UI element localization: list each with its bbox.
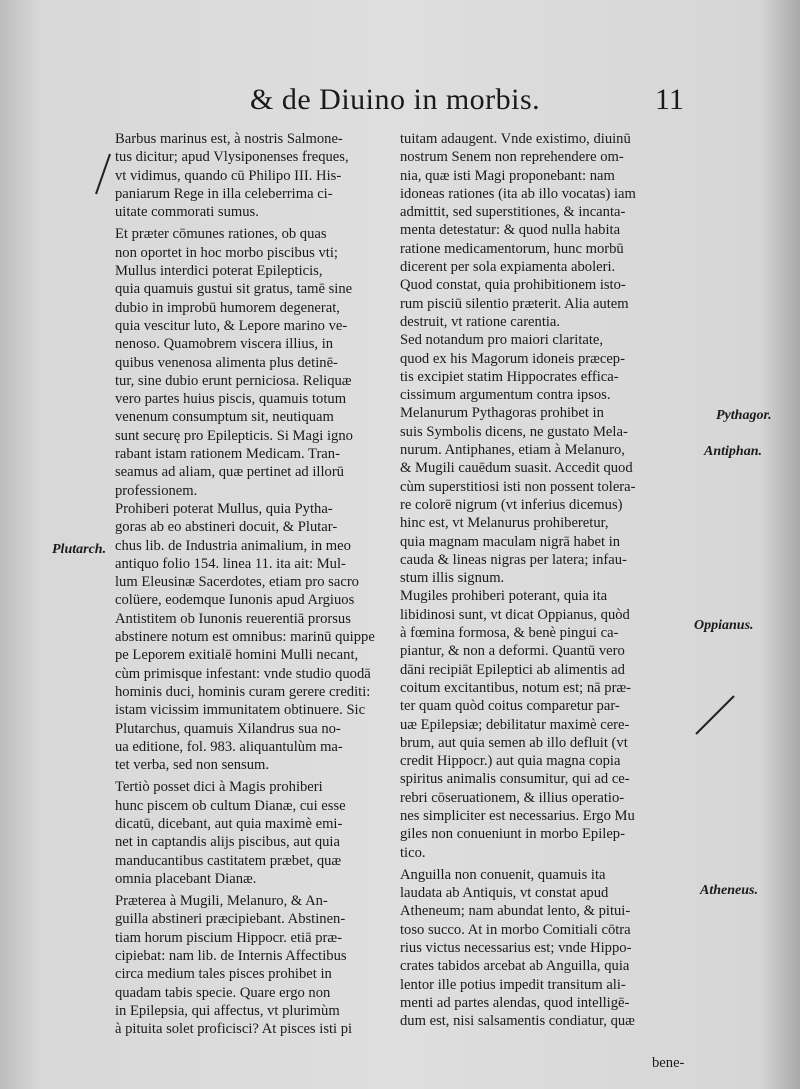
text-line: vero partes huius piscis, quamuis totum xyxy=(115,391,347,408)
text-line: cùm superstitiosi isti non possent tolera- xyxy=(400,478,636,495)
text-line: omnia placebant Dianæ. xyxy=(115,870,257,887)
text-line: non oportet in hoc morbo piscibus vti; xyxy=(115,244,338,261)
text-line: cùm primisque infestant: vnde studio quodā xyxy=(115,665,371,682)
text-line: seamus ad aliam, quæ pertinet ad illorū xyxy=(115,464,344,481)
text-line: tuitam adaugent. Vnde existimo, diuinū xyxy=(400,131,631,147)
text-line: Anguilla non conuenit, quamuis ita xyxy=(400,866,606,883)
text-line: ua editione, fol. 983. aliquantulùm ma- xyxy=(115,738,343,755)
text-line: venenum consumptum sit, neutiquam xyxy=(115,409,334,426)
text-line: toso succo. At in morbo Comitiali cōtra xyxy=(400,921,631,938)
text-line: nia, quæ isti Magi proponebant: nam xyxy=(400,167,615,184)
text-line: Et præter cōmunes rationes, ob quas xyxy=(115,226,327,243)
text-line: Atheneum; nam abundat lento, & pitui- xyxy=(400,903,631,920)
text-line: dicerent per sola expiamenta aboleri. xyxy=(400,259,616,276)
text-line: hinc est, vt Melanurus prohiberetur, xyxy=(400,515,609,532)
text-line: hominis duci, hominis curam gerere crediti: xyxy=(115,683,371,700)
running-title: & de Diuino in morbis. xyxy=(250,83,541,116)
text-line: rius victus necessarius est; vnde Hippo- xyxy=(400,940,632,957)
text-line: Tertiò posset dici à Magis prohiberi xyxy=(115,779,323,796)
text-line: rebri cōseruationem, & illius operatio- xyxy=(400,789,625,806)
text-line: net in captandis alijs piscibus, aut quia xyxy=(115,834,340,851)
text-line: menta detestatur: & quod nulla habita xyxy=(400,222,621,239)
text-line: quadam tabis specie. Quare ergo non xyxy=(115,984,331,1001)
text-line: quibus venenosa alimenta plus detinē- xyxy=(115,354,338,371)
text-line: coitum excitantibus, notum est; nā præ- xyxy=(400,679,632,696)
text-line: vt vidimus, quando cū Philipo III. His- xyxy=(115,167,342,184)
text-line: dum est, nisi salsamentis condiatur, quæ xyxy=(400,1013,635,1030)
text-line: Mullus interdici poterat Epilepticis, xyxy=(115,263,323,280)
text-line: hunc piscem ob cultum Dianæ, cui esse xyxy=(115,797,346,814)
text-line: dubio in improbū humorem degenerat, xyxy=(115,299,340,316)
text-line: sunt securę pro Epilepticis. Si Magi igno xyxy=(115,427,353,444)
catchword: bene- xyxy=(652,1055,685,1071)
text-line: dicatū, dicebant, aut quia maximè emi- xyxy=(115,815,343,832)
text-line: menti ad partes alendas, quod intelligē- xyxy=(400,994,630,1011)
text-line: cauda & lineas nigras per latera; infau- xyxy=(400,551,627,568)
text-line: guilla abstineri præcipiebant. Abstinen- xyxy=(115,911,346,928)
text-line: circa medium tales pisces prohibet in xyxy=(115,966,332,983)
text-line: cipiebat: nam lib. de Internis Affectibus xyxy=(115,948,347,965)
text-line: pe Leporem exitialē homini Mulli necant, xyxy=(115,647,359,664)
text-line: cissimum argumentum contra ipsos. xyxy=(400,387,611,404)
margin-note-plutarch: Plutarch. xyxy=(52,542,107,557)
text-line: antiquo folio 154. linea 11. ita ait: Mul- xyxy=(115,555,346,572)
page-number: 11 xyxy=(655,83,684,116)
text-line: laudata ab Antiquis, vt constat apud xyxy=(400,885,609,902)
text-line: lentor ille potius impedit transitum ali- xyxy=(400,976,626,993)
text-line: chus lib. de Industria animalium, in meo xyxy=(115,537,351,554)
text-line: nurum. Antiphanes, etiam à Melanuro, xyxy=(400,442,625,459)
text-line: tiam horum piscium Hippocr. etiā præ- xyxy=(115,929,342,946)
text-line: suis Symbolis dicens, ne gustato Mela- xyxy=(400,423,628,440)
text-line: tet verba, sed non sensum. xyxy=(115,757,270,774)
text-line: professionem. xyxy=(115,482,198,499)
text-line: in Epilepsia, qui affectus, vt plurimùm xyxy=(115,1002,340,1019)
text-line: Melanurum Pythagoras prohibet in xyxy=(400,405,604,422)
text-line: & Mugili cauēdum suasit. Accedit quod xyxy=(400,460,633,477)
text-line: goras ab eo abstineri docuit, & Plutar- xyxy=(115,519,338,536)
margin-note-atheneus: Atheneus. xyxy=(700,883,758,898)
text-line: idoneas rationes (ita ab illo vocatas) iam xyxy=(400,185,636,202)
text-line: tis excipiet statim Hippocrates effica- xyxy=(400,368,619,385)
text-line: abstinere notum est omnibus: marinū quippe xyxy=(115,629,375,646)
text-line: tus dicitur; apud Vlysiponenses freques, xyxy=(115,149,349,166)
margin-note-oppianus: Oppianus. xyxy=(694,618,754,633)
text-line: nes simpliciter est necessarius. Ergo Mu xyxy=(400,807,635,824)
text-line: quia quamuis gustui sit gratus, tamē sine xyxy=(115,281,353,298)
right-text-column xyxy=(400,130,700,1031)
text-line: spiritus animalis consumitur, qui ad ce- xyxy=(400,771,630,788)
text-line: ratione medicamentorum, hunc morbū xyxy=(400,240,624,257)
text-line: manducantibus castitatem præbet, quæ xyxy=(115,852,342,869)
text-line: à fœmina formosa, & benè pingui ca- xyxy=(400,625,619,642)
handwritten-mark-left xyxy=(88,150,118,200)
text-line: Sed notandum pro maiori claritate, xyxy=(400,332,604,349)
text-line: istam vicissim immunitatem obtinuere. Sic xyxy=(115,702,366,719)
text-line: Barbus marinus est, à nostris Salmone- xyxy=(115,131,343,147)
left-text-column xyxy=(115,130,395,1039)
text-line: Mugiles prohiberi poterant, quia ita xyxy=(400,588,608,605)
margin-note-antiphan: Antiphan. xyxy=(704,444,762,459)
text-line: quia vescitur luto, & Lepore marino ve- xyxy=(115,317,348,334)
text-line: uæ Epilepsiæ; debilitatur maximè cere- xyxy=(400,716,630,733)
text-line: tico. xyxy=(400,844,426,861)
text-line: uitate commorati sumus. xyxy=(115,204,259,221)
text-line: paniarum Rege in illa celeberrima ci- xyxy=(115,185,333,202)
text-line: tur, sine dubio erunt perniciosa. Reliquæ xyxy=(115,372,352,389)
handwritten-mark-right xyxy=(690,690,740,740)
text-line: Antistitem ob Iunonis reuerentiā prorsus xyxy=(115,610,351,627)
text-line: lum Eleusinæ Sacerdotes, etiam pro sacro xyxy=(115,574,359,591)
text-line: nostrum Senem non reprehendere om- xyxy=(400,149,624,166)
text-line: destruit, vt ratione carentia. xyxy=(400,313,561,330)
text-line: giles non conueniunt in morbo Epilep- xyxy=(400,826,625,843)
text-line: rabant istam rationem Medicam. Tran- xyxy=(115,446,340,463)
text-line: colüere, eodemque Iunonis apud Argiuos xyxy=(115,592,355,609)
margin-note-pythagor: Pythagor. xyxy=(716,408,772,423)
text-line: stum illis signum. xyxy=(400,570,505,587)
text-line: à pituita solet proficisci? At pisces isti pi xyxy=(115,1021,353,1038)
text-line: Prohiberi poterat Mullus, quia Pytha- xyxy=(115,500,333,517)
text-line: admittit, sed superstitiones, & incanta- xyxy=(400,204,626,221)
text-line: libidinosi sunt, vt dicat Oppianus, quòd xyxy=(400,606,630,623)
text-line: Plutarchus, quamuis Xilandrus sua no- xyxy=(115,720,341,737)
text-line: rum pisciū silentio præterit. Alia autem xyxy=(400,295,629,312)
text-line: ter quam quòd coitus comparetur par- xyxy=(400,698,620,715)
text-line: dāni recipiāt Epileptici ab alimentis ad xyxy=(400,661,625,678)
text-line: Præterea à Mugili, Melanuro, & An- xyxy=(115,893,328,910)
text-line: Quod constat, quia prohibitionem isto- xyxy=(400,277,626,294)
text-line: brum, aut quia semen ab illo defluit (vt xyxy=(400,734,628,751)
text-line: credit Hippocr.) aut quia magna copia xyxy=(400,753,621,770)
text-line: nenoso. Quamobrem viscera illius, in xyxy=(115,336,334,353)
text-line: quia magnam maculam nigrā habet in xyxy=(400,533,621,550)
text-line: quod ex his Magorum idoneis præcep- xyxy=(400,350,625,367)
text-line: crates tabidos arcebat ab Anguilla, quia xyxy=(400,958,630,975)
text-line: re colorē nigrum (vt inferius dicemus) xyxy=(400,496,623,513)
text-line: piantur, & non a deformi. Quantū vero xyxy=(400,643,625,660)
